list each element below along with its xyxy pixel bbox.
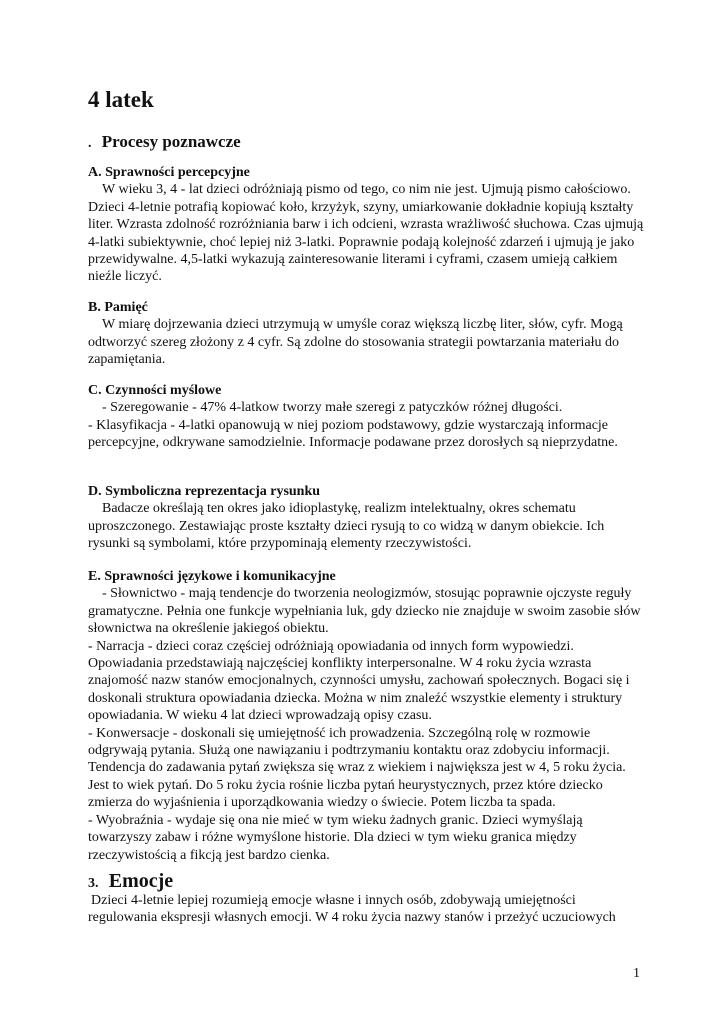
paragraph: W miarę dojrzewania dzieci utrzymują w umyśle coraz większą liczbę liter, słów, cyfr. Mogą odtworzyć szereg złożony z 4 cyfr. Są zdolne do stosowania strategii powtarzania materiału do zapamiętania.	[88, 317, 623, 368]
page-number: 1	[633, 966, 640, 981]
paragraph: - Konwersacje - doskonali się umiejętność ich prowadzenia. Szczególną rolę w rozmowie odgrywają pytania. Służą one nawiązaniu i podtrzymaniu kontaktu oraz zdobyciu informacji. Tendencja do zadawania pytań zwiększa się wraz z wiekiem i największa jest w 4, 5 roku życia. Jest to wiek pytań. Do 5 roku życia rośnie liczba pytań heurystycznych, przez które dziecko zmierza do wyjaśnienia i uporządkowania wiedzy o świecie. Potem liczba ta spada.	[88, 725, 626, 811]
subsection-heading: E. Sprawności językowe i komunikacyjne	[88, 569, 336, 584]
section-3-body	[88, 892, 648, 927]
subsection-c	[88, 382, 648, 452]
section-title: Emocje	[108, 870, 174, 892]
subsection-heading: B. Pamięć	[88, 300, 148, 315]
paragraph: Dzieci 4-letnie lepiej rozumieją emocje własne i innych osób, zdobywają umiejętności regulowania ekspresji własnych emocji. W 4 roku życia nazwy stanów i przeżyć uczuciowych	[88, 893, 616, 926]
subsection-b	[88, 299, 648, 369]
paragraph: - Wyobraźnia - wydaje się ona nie mieć w tym wieku żadnych granic. Dzieci wymyślają towarzyszy zabaw i różne wymyślone historie. Dla dzieci w tym wieku granica między rzeczywistością a fikcją jest bardzo cienka.	[88, 812, 583, 863]
section-heading-procesy	[88, 131, 241, 155]
subsection-a	[88, 164, 648, 286]
subsection-heading: A. Sprawności percepcyjne	[88, 165, 250, 180]
paragraph: - Klasyfikacja - 4-latki opanowują w niej poziom podstawowy, gdzie wystarczają informacje percepcyjne, odkrywane samodzielnie. Informacje podawane przez dorosłych są nieprzydatne.	[88, 417, 618, 451]
section-number: .	[88, 136, 92, 151]
paragraph: Badacze określają ten okres jako idioplastykę, realizm intelektualny, okres schematu uproszczonego. Zestawiając proste kształty dzieci rysują to co widzą w danym obiekcie. Ich rysunki są symbolami, które przypominają elementy rzeczywistości.	[88, 501, 605, 552]
paragraph: - Szeregowanie - 47% 4-latkow tworzy małe szeregi z patyczków różnej długości.	[102, 400, 563, 416]
paragraph: - Narracja - dzieci coraz częściej odróżniają opowiadania od innych form wypowiedzi. Opowiadania przedstawiają najczęściej konflikty interpersonalne. W 4 roku życia wzrasta znajomość nazw stanów emocjonalnych, czynności umysłu, zachowań społecznych. Bogaci się i doskonali struktura opowiadania dziecka. Można w nim znaleźć wszystkie elementy i struktury opowiadania. W wieku 4 lat dzieci wprowadzają opisy czasu.	[88, 638, 630, 724]
subsection-heading: D. Symboliczna reprezentacja rysunku	[88, 484, 321, 499]
section-number: 3.	[88, 876, 99, 891]
paragraph: - Słownictwo - mają tendencje do tworzenia neologizmów, stosując poprawnie ojczyste reguły gramatyczne. Pełnia one funkcje wypełniania luk, gdy dziecko nie znajduje w swoim zasobie słów słownictwa na określenie jakiegoś obiektu.	[88, 586, 641, 637]
section-title: Procesy poznawcze	[101, 132, 241, 151]
subsection-d	[88, 483, 648, 553]
document-title: 4 latek	[88, 87, 154, 112]
subsection-heading: C. Czynności myślowe	[88, 383, 222, 398]
subsection-e	[88, 568, 648, 864]
paragraph: W wieku 3, 4 - lat dzieci odróżniają pismo od tego, co nim nie jest. Ujmują pismo całościowo. Dzieci 4-letnie potrafią kopiować koło, krzyżyk, szyny, umiarkowanie dokładnie kopiują kształty liter. Wzrasta zdolność rozróżniania barw i ich odcieni, wzrasta wrażliwość słuchowa. Czas ujmują 4-latki subiektywnie, choć lepiej niż 3-latki. Poprawnie podają kolejność zdarzeń i ujmują je jako przewidywalne. 4,5-latki wykazują zainteresowanie literami i cyframi, czasem umieją całkiem nieźle liczyć.	[88, 182, 644, 285]
